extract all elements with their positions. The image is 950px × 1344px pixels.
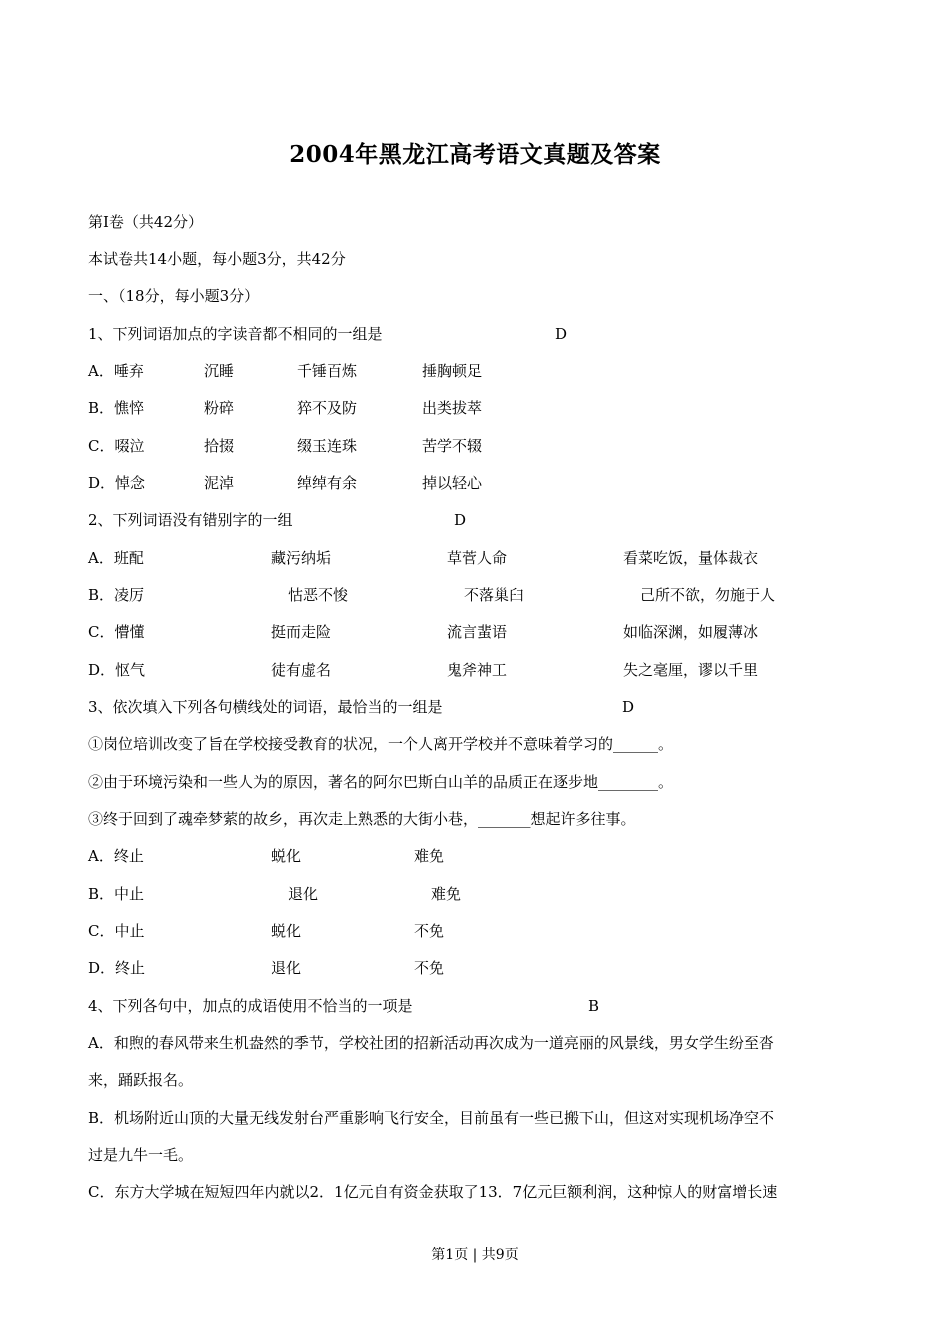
option-cell: 草菅人命: [447, 549, 508, 567]
q2-option-row: [88, 660, 759, 680]
question-stem-text: 3、依次填入下列各句横线处的词语，最恰当的一组是: [88, 698, 443, 716]
question-3-stem: [88, 697, 635, 717]
option-cell: 沉睡: [204, 362, 235, 380]
option-cell: 流言蜚语: [447, 623, 508, 641]
option-cell: C．中止: [88, 922, 145, 940]
question-2-stem: [88, 510, 467, 530]
option-cell: 己所不欲，勿施于人: [640, 586, 776, 604]
option-cell: 怙恶不悛: [288, 586, 349, 604]
option-cell: 不免: [414, 959, 445, 977]
q4-option-a-line: A．和煦的春风带来生机盎然的季节，学校社团的招新活动再次成为一道亮丽的风景线，男女学生纷至沓: [88, 1034, 774, 1052]
option-cell: 千锤百炼: [297, 362, 358, 380]
q1-option-row: [88, 398, 483, 418]
question-answer: D: [622, 698, 635, 716]
option-cell: 粉碎: [204, 399, 235, 417]
part-heading: 一、（18分，每小题3分）: [88, 287, 260, 305]
option-cell: 绰绰有余: [297, 474, 358, 492]
option-cell: 苦学不辍: [422, 437, 483, 455]
option-cell: A．唾弃: [88, 362, 144, 380]
q2-option-row: [88, 585, 776, 605]
question-answer: B: [588, 997, 600, 1015]
option-cell: 泥淖: [204, 474, 235, 492]
option-cell: 徒有虚名: [271, 661, 332, 679]
q3-option-row: [88, 921, 445, 941]
q4-option-c-line: C．东方大学城在短短四年内就以2．1亿元自有资金获取了13．7亿元巨额利润，这种惊人的财富增长速: [88, 1183, 778, 1201]
q2-option-row: [88, 622, 759, 642]
option-cell: 掉以轻心: [422, 474, 483, 492]
option-cell: B．中止: [88, 885, 145, 903]
q4-option-a-line: 来，踊跃报名。: [88, 1071, 194, 1089]
intro-text: 本试卷共14小题，每小题3分，共42分: [88, 250, 346, 268]
section-header: 第Ⅰ卷（共42分）: [88, 213, 204, 231]
q3-sentence: ②由于环境污染和一些人为的原因，著名的阿尔巴斯白山羊的品质正在逐步地________。: [88, 773, 674, 791]
q1-option-row: [88, 473, 483, 493]
question-1-stem: [88, 324, 568, 344]
option-cell: D．悼念: [88, 474, 146, 492]
option-cell: 挺而走险: [271, 623, 332, 641]
option-cell: D．怄气: [88, 661, 146, 679]
option-cell: 看菜吃饭，量体裁衣: [623, 549, 759, 567]
option-cell: D．终止: [88, 959, 146, 977]
option-cell: 蜕化: [271, 847, 302, 865]
option-cell: A．班配: [88, 549, 144, 567]
option-cell: 退化: [271, 959, 302, 977]
option-cell: 藏污纳垢: [271, 549, 332, 567]
option-cell: C．懵懂: [88, 623, 145, 641]
question-4-stem: [88, 996, 600, 1016]
option-cell: 猝不及防: [297, 399, 358, 417]
option-cell: 不免: [414, 922, 445, 940]
question-stem-text: 2、下列词语没有错别字的一组: [88, 511, 293, 529]
q2-option-row: [88, 548, 759, 568]
option-cell: 拾掇: [204, 437, 235, 455]
option-cell: B．凌厉: [88, 586, 145, 604]
option-cell: 蜕化: [271, 922, 302, 940]
q1-option-row: [88, 361, 483, 381]
option-cell: 缀玉连珠: [297, 437, 358, 455]
option-cell: 难免: [414, 847, 445, 865]
option-cell: A．终止: [88, 847, 144, 865]
option-cell: 难免: [431, 885, 462, 903]
page-title: 2004年黑龙江高考语文真题及答案: [289, 141, 661, 168]
option-cell: 不落巢臼: [464, 586, 525, 604]
option-cell: B．憔悴: [88, 399, 145, 417]
question-answer: D: [454, 511, 467, 529]
q1-option-row: [88, 436, 483, 456]
q3-sentence: ③终于回到了魂牵梦萦的故乡，再次走上熟悉的大街小巷，_______想起许多往事。: [88, 810, 636, 828]
page-footer: 第1页 | 共9页: [431, 1247, 519, 1263]
q3-sentence: ①岗位培训改变了旨在学校接受教育的状况，一个人离开学校并不意味着学习的______。: [88, 735, 674, 753]
question-answer: D: [555, 325, 568, 343]
q3-option-row: [88, 884, 462, 904]
q4-option-b-line: B．机场附近山顶的大量无线发射台严重影响飞行安全，目前虽有一些已搬下山，但这对实现机场净空不: [88, 1109, 775, 1127]
option-cell: 失之毫厘，谬以千里: [623, 661, 759, 679]
q3-option-row: [88, 846, 445, 866]
option-cell: 退化: [288, 885, 319, 903]
option-cell: 如临深渊，如履薄冰: [623, 623, 759, 641]
option-cell: 捶胸顿足: [422, 362, 483, 380]
question-stem-text: 1、下列词语加点的字读音都不相同的一组是: [88, 325, 383, 343]
option-cell: 鬼斧神工: [447, 661, 508, 679]
q4-option-b-line: 过是九牛一毛。: [88, 1146, 194, 1164]
option-cell: C．啜泣: [88, 437, 145, 455]
q3-option-row: [88, 958, 445, 978]
option-cell: 出类拔萃: [422, 399, 483, 417]
question-stem-text: 4、下列各句中，加点的成语使用不恰当的一项是: [88, 997, 413, 1015]
